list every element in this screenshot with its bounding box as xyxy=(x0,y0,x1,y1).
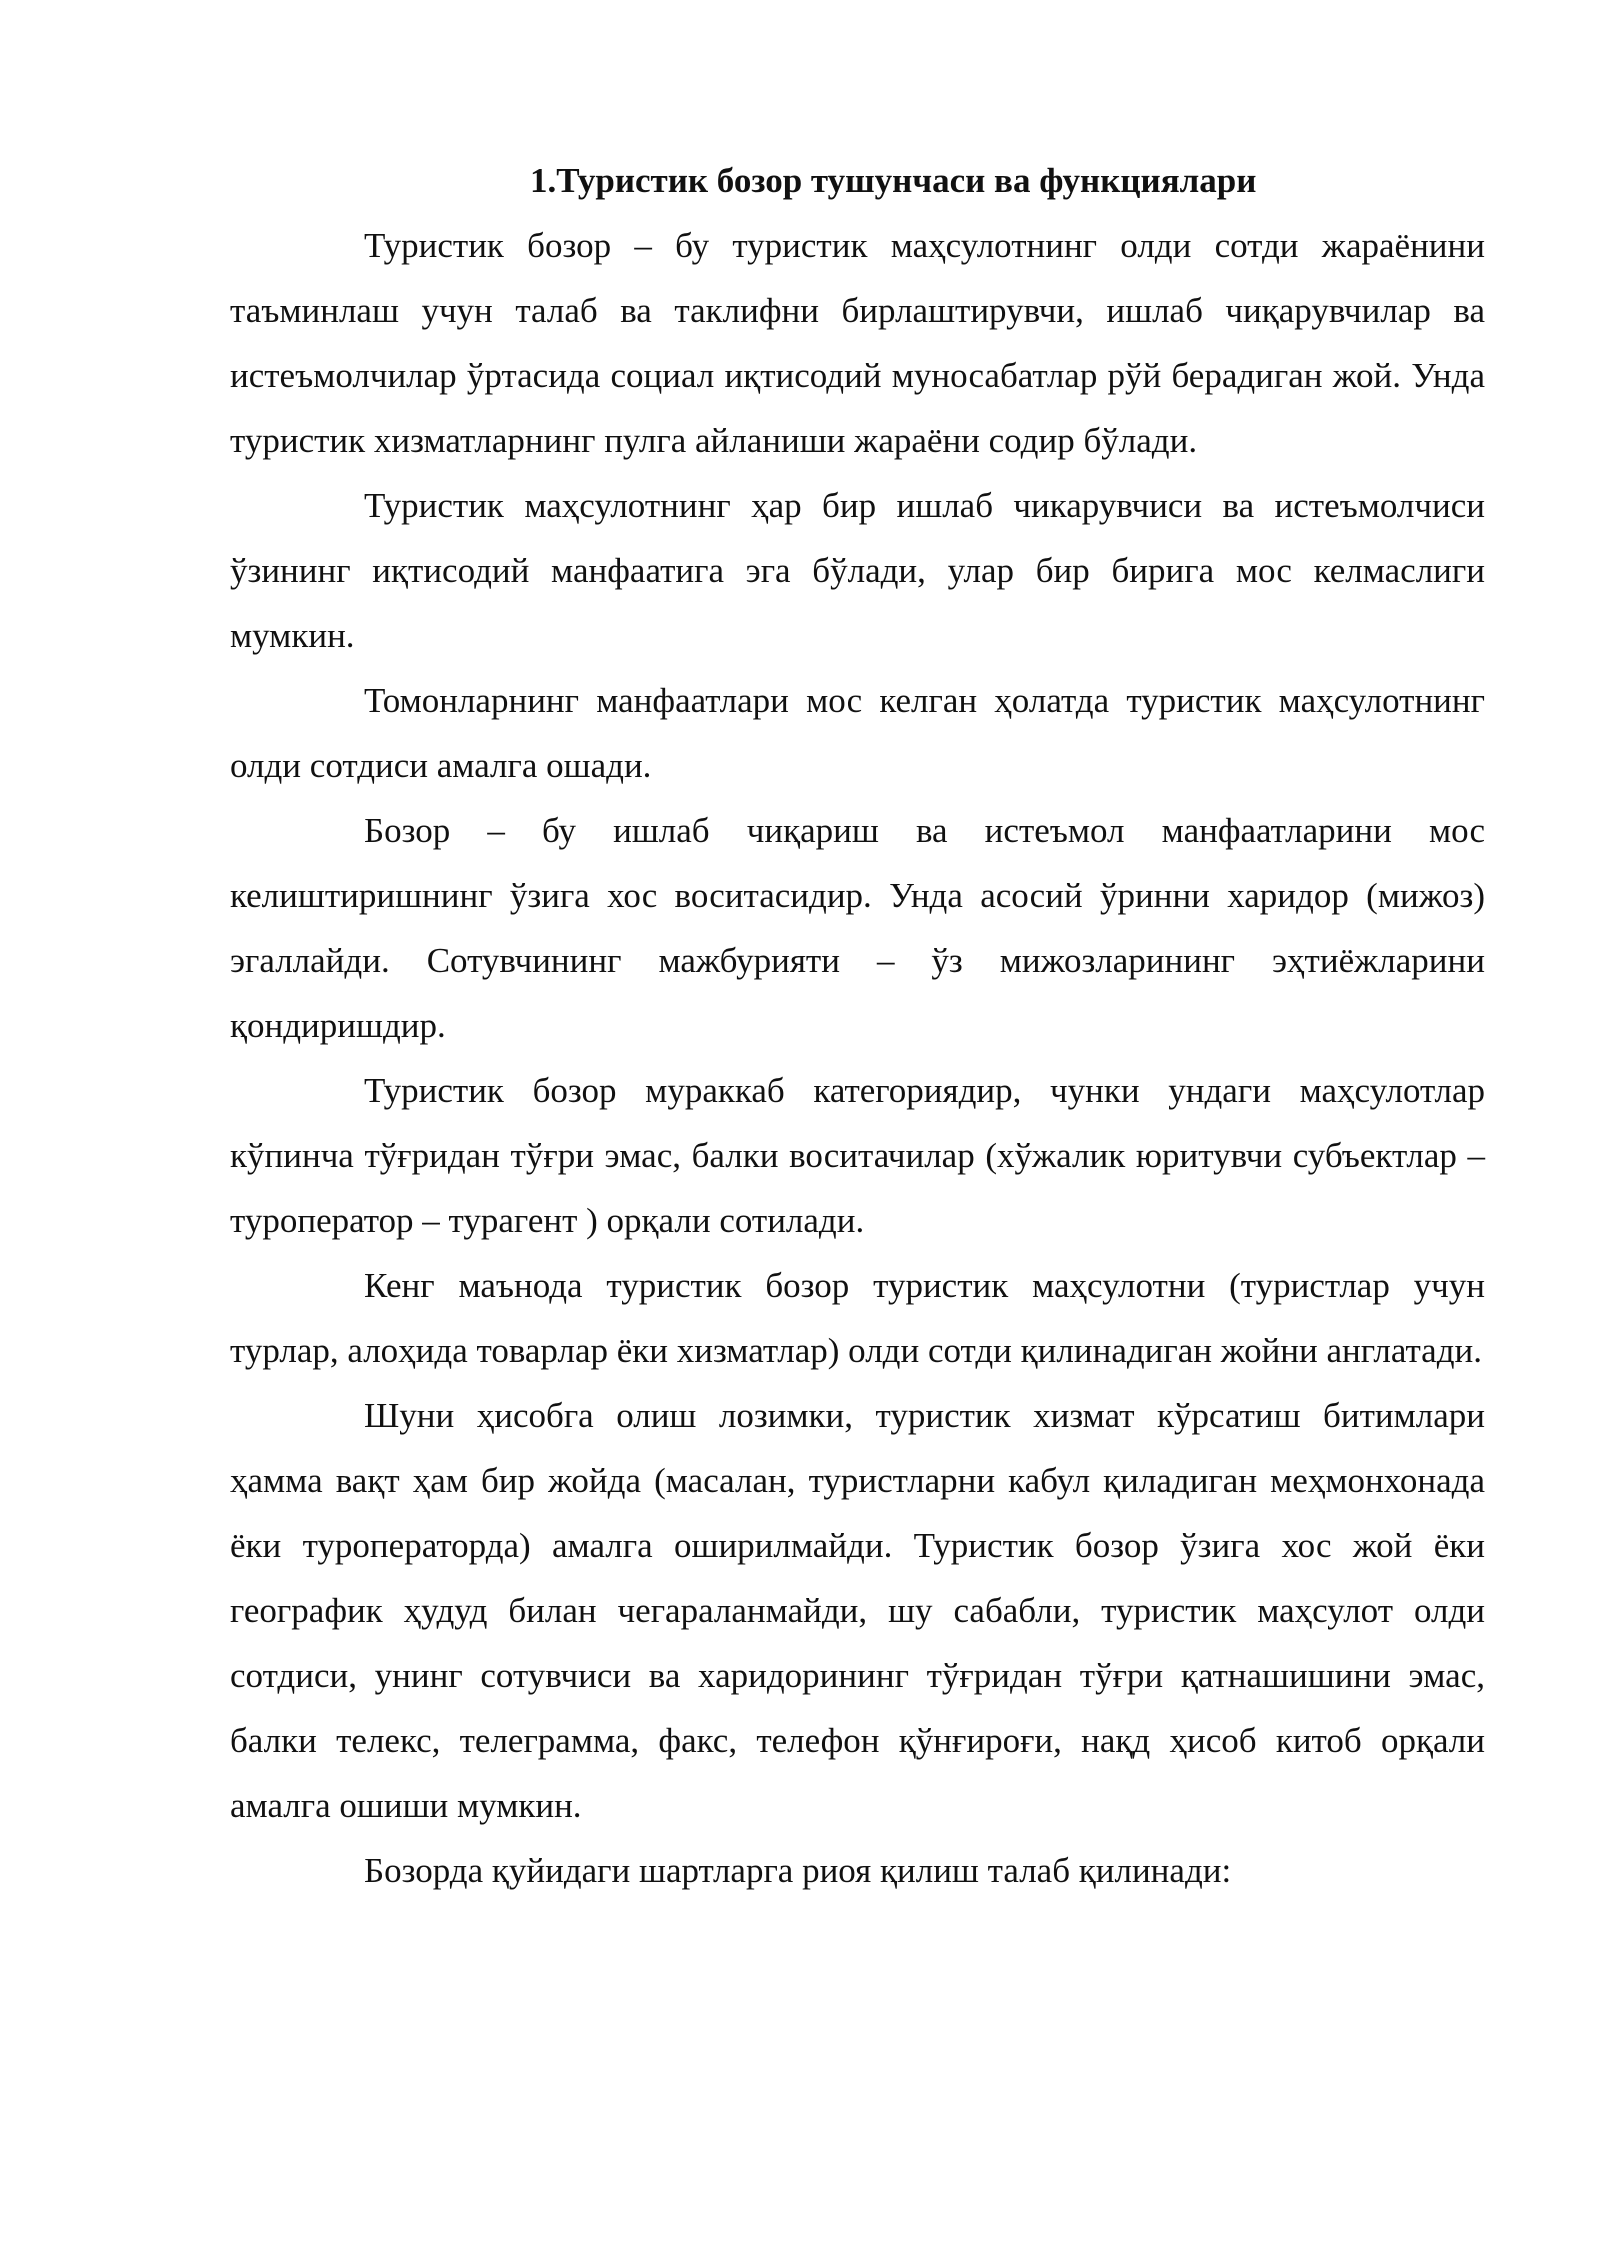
section-title: 1.Туристик бозор тушунчаси ва функциялари xyxy=(530,161,1257,200)
paragraph-5: Туристик бозор мураккаб категориядир, чунки ундаги маҳсулотлар кўпинча тўғридан тўғри эмас, балки воситачилар (хўжалик юритувчи субъектлар – туроператор – турагент ) орқали сотилади. xyxy=(230,1071,1485,1240)
paragraph-2: Туристик маҳсулотнинг ҳар бир ишлаб чикарувчиси ва истеъмолчиси ўзининг иқтисодий манфаатига эга бўлади, улар бир бирига мос келмаслиги мумкин. xyxy=(230,486,1485,655)
document-body xyxy=(230,148,1485,1903)
paragraph-3: Томонларнинг манфаатлари мос келган ҳолатда туристик маҳсулотнинг олди сотдиси амалга ошади. xyxy=(230,681,1485,785)
paragraph-4: Бозор – бу ишлаб чиқариш ва истеъмол манфаатларини мос келиштиришнинг ўзига хос воситасидир. Унда асосий ўринни харидор (мижоз) эгаллайди. Сотувчининг мажбурияти – ўз мижозларининг эҳтиёжларини қондиришдир. xyxy=(230,811,1485,1045)
paragraph-6: Кенг маънода туристик бозор туристик маҳсулотни (туристлар учун турлар, алоҳида товарлар ёки хизматлар) олди сотди қилинадиган жойни англатади. xyxy=(230,1266,1485,1370)
paragraph-7: Шуни ҳисобга олиш лозимки, туристик хизмат кўрсатиш битимлари ҳамма вақт ҳам бир жойда (масалан, туристларни кабул қиладиган меҳмонхонада ёки туроператорда) амалга оширилмайди. Туристик бозор ўзига хос жой ёки географик ҳудуд билан чегараланмайди, шу сабабли, туристик маҳсулот олди сотдиси, унинг сотувчиси ва харидорининг тўғридан тўғри қатнашишини эмас, балки телекс, телеграмма, факс, телефон қўнғироғи, нақд ҳисоб китоб орқали амалга ошиши мумкин. xyxy=(230,1396,1485,1825)
paragraph-8: Бозорда қуйидаги шартларга риоя қилиш талаб қилинади: xyxy=(364,1851,1232,1890)
paragraph-1: Туристик бозор – бу туристик маҳсулотнинг олди сотди жараёнини таъминлаш учун талаб ва таклифни бирлаштирувчи, ишлаб чиқарувчилар ва истеъмолчилар ўртасида социал иқтисодий муносабатлар рўй берадиган жой. Унда туристик хизматларнинг пулга айланиши жараёни содир бўлади. xyxy=(230,226,1485,460)
